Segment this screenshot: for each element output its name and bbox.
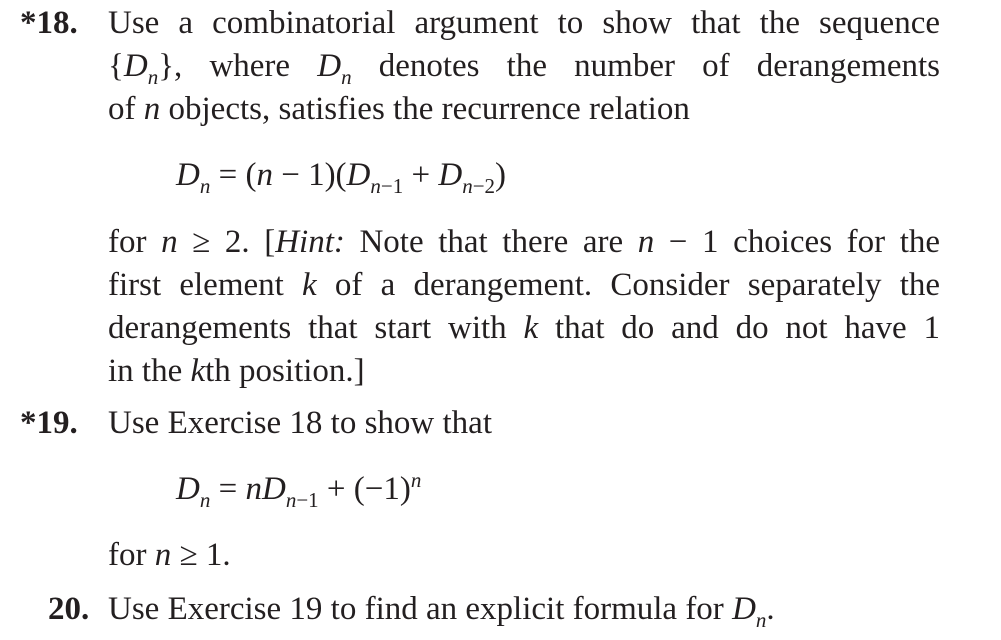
- exercise-18-hint-line-4: in the kth position.]: [108, 353, 365, 389]
- exercise-18-equation: $D_n = (n - 1)(D_{n-1} + D_{n-2})$: [176, 157, 507, 198]
- exercise-19-condition: for n ≥ 1.: [108, 537, 231, 573]
- exercise-18-line-1: Use a combinatorial argument to show that the sequence: [108, 5, 940, 41]
- exercise-19-equation: $D_n = nD_{n-1} + (-1)^n$: [176, 468, 422, 512]
- exercise-number-18: *18.: [20, 5, 78, 41]
- exercise-19-text: Use Exercise 18 to show that: [108, 405, 492, 441]
- exercise-number-20: 20.: [48, 591, 90, 627]
- exercise-number-19: *19.: [20, 405, 78, 441]
- exercise-18-hint-line-1: for n ≥ 2. [Hint: Note that there are n − 1 choices for the: [108, 224, 941, 260]
- exercise-18-line-3: of n objects, satisfies the recurrence relation: [108, 91, 690, 127]
- exercise-20-text: Use Exercise 19 to find an explicit formula for $D_n$.: [108, 591, 775, 632]
- exercise-18-line-2: $\{D_n\}$, where $D_n$ denotes the number of derangements: [108, 48, 941, 89]
- exercise-18-hint-line-3: derangements that start with k that do and do not have 1: [108, 310, 941, 346]
- exercise-18-hint-line-2: first element k of a derangement. Consider separately the: [108, 267, 941, 303]
